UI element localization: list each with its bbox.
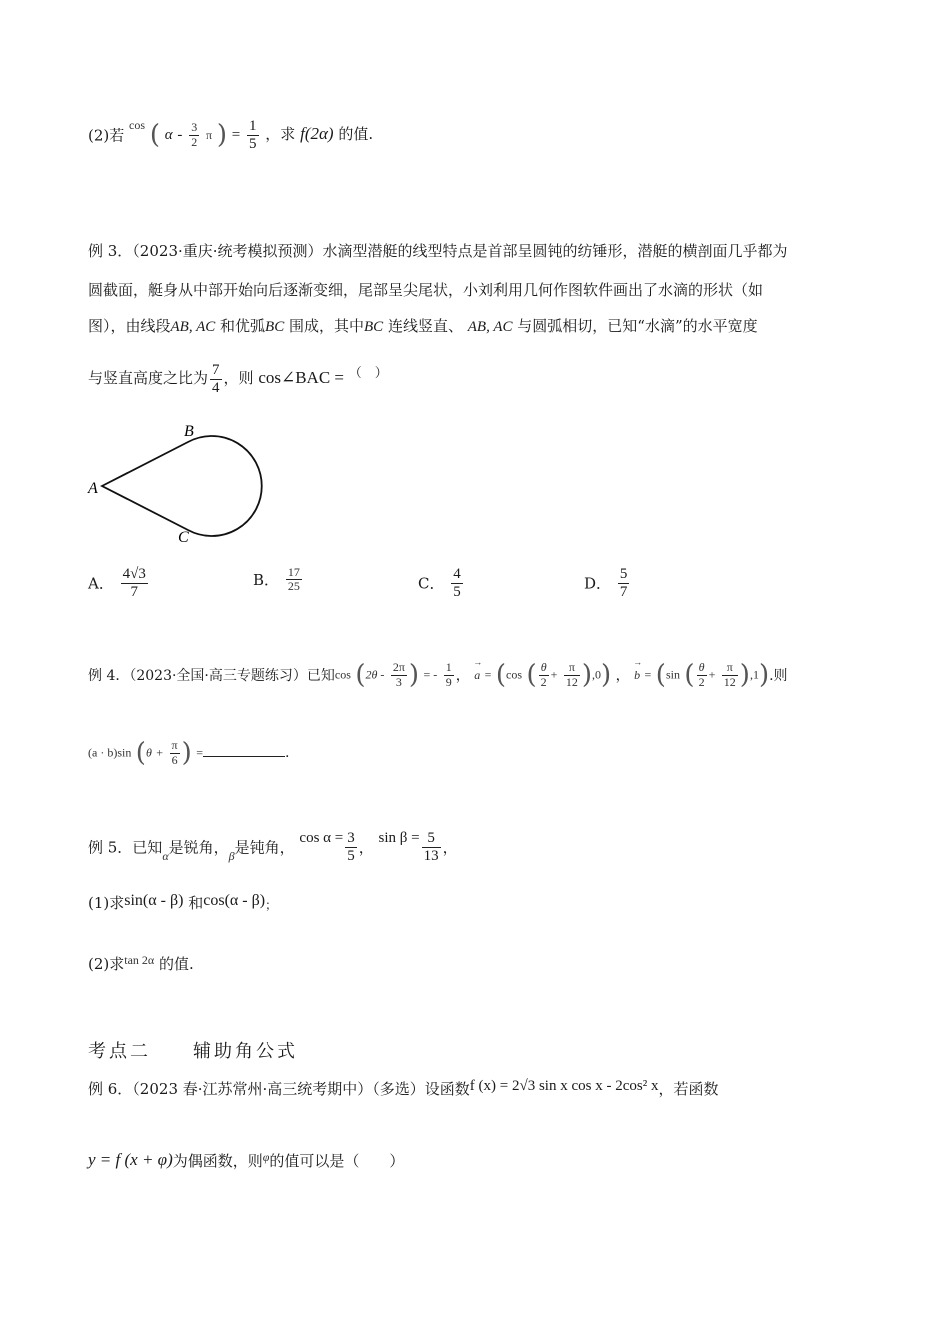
ex5-tan2a: tan 2α [124, 953, 155, 967]
ex5-t2: 是钝角， [234, 838, 295, 857]
choice-a-letter: A． [88, 574, 114, 593]
ex3-ratio-den: 4 [212, 379, 220, 396]
ex3-cos-bac: cos∠BAC = [258, 368, 345, 387]
choice-d-letter: D． [584, 574, 612, 593]
ex6-y-func: y = f (x + φ) [88, 1150, 173, 1169]
ex4-plus3: + [156, 745, 164, 760]
ex3-ratio-num: 7 [212, 362, 220, 378]
ex6-tail: ，若函数 [658, 1080, 719, 1098]
ex4-2theta: 2θ - [365, 667, 385, 682]
ex4-f3-num: π [564, 661, 580, 675]
ex5-line1 [88, 830, 458, 864]
ex4-sin: sin [665, 667, 680, 682]
q2-alpha: α [164, 127, 173, 143]
ex5-q2-a: (2)求 [88, 955, 125, 973]
paren: ) [601, 660, 612, 690]
ex3-line4-b: ，则 [223, 369, 254, 387]
ex4-vec-a: → a [474, 668, 480, 683]
ex4-eq-a: = [484, 667, 492, 682]
ex4-line2-eq: = [196, 745, 203, 760]
paren-right: ) [216, 120, 227, 150]
ex4-half2: 2 [698, 674, 705, 689]
ex5-q1-e: ； [265, 898, 278, 912]
choice-d-num: 5 [619, 566, 628, 582]
ex4-dot-product: (a · b)sin [88, 745, 132, 760]
q2-pi: π [205, 128, 213, 142]
ex5-q1 [88, 892, 277, 913]
ex5-frac-3-5 [345, 830, 357, 864]
choice-a-num: 4√3 [122, 566, 146, 582]
q2-cos: cos [129, 118, 146, 132]
choice-a-den: 7 [130, 583, 138, 600]
ex4-line2 [88, 738, 289, 768]
paren: ) [758, 660, 770, 690]
ex4-theta: θ [539, 661, 549, 675]
paren: ( [684, 660, 695, 690]
ex3-seg-ab-ac: AB, AC [170, 319, 216, 335]
q2-frac1-den: 2 [191, 134, 198, 149]
paren: ) [181, 738, 192, 768]
ex3-line4-d: （ ） [348, 366, 388, 381]
q2-line [88, 118, 373, 152]
ex5-cos-alpha: cos α = [299, 830, 344, 846]
ex5-c-num: 3 [347, 830, 355, 846]
q2-frac2-den: 5 [249, 135, 257, 152]
ex4-plus: + [550, 667, 558, 682]
ex4-vec-b: → b [634, 668, 640, 683]
ex5-sep: ， [358, 838, 374, 857]
ex5-q1-c: 和 [188, 894, 204, 912]
paren: ( [355, 660, 366, 690]
paren: ( [655, 660, 666, 690]
ex5-alpha: α [162, 849, 169, 863]
ex3-line4-a: 与竖直高度之比为 [88, 369, 209, 387]
label-c: C [178, 529, 189, 546]
q2-eq: = [231, 127, 241, 143]
ex5-intro: 例 5．已知 [88, 838, 163, 857]
ex4-f2-num: 1 [445, 660, 452, 675]
q2-arg: (2α) [304, 124, 334, 143]
choice-c[interactable] [418, 566, 465, 600]
ex6-intro: 例 6．（2023 春·江苏常州·高三统考期中）（多选）设函数 [88, 1080, 470, 1098]
ex5-s-den: 13 [423, 847, 439, 864]
ex4-f1-num: 2π [392, 660, 405, 675]
ex3-line3-i: 与圆弧相切，已知“水滴”的水平宽度 [517, 317, 758, 335]
paren: ) [408, 660, 420, 690]
choice-a[interactable] [88, 566, 150, 600]
ex5-sin-beta: sin β = [378, 830, 420, 846]
ex4-frac-pi-12 [564, 661, 580, 688]
ex3-line3-a: 图），由线段 [88, 317, 171, 335]
ex6-func: f (x) = 2√3 sin x cos x - 2cos² x [469, 1078, 659, 1094]
q2-frac1-num: 3 [191, 120, 198, 135]
q2-mid: ，求 [265, 125, 296, 143]
ex6-line2 [88, 1150, 404, 1171]
drop-outline [102, 436, 262, 536]
ex4-cos: cos [334, 667, 351, 682]
choice-c-num: 4 [453, 566, 461, 582]
ex6-line2-b: 为偶函数，则 [172, 1152, 263, 1170]
ex4-f3-den-2: 12 [723, 674, 736, 689]
ex4-b-tail: ,1 [749, 667, 759, 682]
paren: ) [739, 660, 750, 690]
ex4-end: .则 [769, 668, 788, 684]
q2-tail: 的值. [338, 125, 374, 143]
q2-frac-3-2 [189, 121, 199, 148]
q2-minus: - [177, 127, 183, 143]
ex5-sin-diff: sin(α - β) [124, 892, 184, 909]
ex5-end: ， [442, 838, 458, 857]
ex4-frac-1-9 [444, 661, 454, 688]
q2-label: (2)若 [88, 126, 125, 145]
choice-c-den: 5 [453, 583, 461, 600]
water-drop-figure [84, 420, 274, 550]
ex4-theta3: θ [145, 745, 152, 760]
ex5-c-den: 5 [347, 847, 355, 864]
label-a: A [88, 480, 98, 497]
ex3-line2: 圆截面，艇身从中部开始向后逐渐变细，尾部呈尖尾状，小刘利用几何作图软件画出了水滴的形状（如 [88, 281, 764, 299]
ex4-half: 2 [540, 674, 547, 689]
choice-c-frac [451, 566, 463, 600]
paren: ( [526, 660, 537, 690]
ex4-f4-num: π [171, 738, 178, 753]
ex3-ratio [210, 362, 222, 396]
ex5-s-num: 5 [422, 830, 441, 848]
ex3-line1: 例 3．（2023·重庆·统考模拟预测）水滴型潜艇的线型特点是首部呈圆钝的纺锤形，潜艇的横剖面几乎都为 [88, 242, 788, 260]
choice-d-den: 7 [619, 583, 628, 600]
paren: ( [135, 738, 146, 768]
ex4-eq1: = - [423, 667, 438, 682]
ex4-theta-half-2 [697, 661, 707, 688]
ex4-eq-b: = [644, 667, 652, 682]
ex4-comma2: ， [615, 668, 630, 684]
paren: ( [495, 660, 507, 690]
ex5-q2-c: 的值. [158, 955, 194, 973]
ex4-f2-den: 9 [445, 674, 452, 689]
choice-b[interactable] [253, 566, 304, 593]
q2-frac2-num: 1 [249, 118, 257, 134]
ex4-f3-den: 12 [565, 674, 578, 689]
ex4-intro: 例 4．（2023·全国·高三专题练习）已知 [88, 668, 335, 684]
ex4-f1-den: 3 [395, 674, 402, 689]
ex4-a-tail: ,0 [592, 667, 602, 682]
answer-blank[interactable] [203, 742, 285, 757]
choice-c-letter: C． [418, 574, 445, 593]
ex5-q1-a: (1)求 [88, 894, 125, 912]
ex4-frac-2pi-3 [391, 661, 407, 688]
ex5-beta: β [228, 849, 235, 863]
ex4-line1 [88, 660, 788, 690]
ex4-line2-end: . [284, 745, 290, 761]
ex4-f3-num-2: π [722, 661, 738, 675]
paren-left: ( [149, 120, 160, 150]
choice-b-letter: B． [253, 571, 280, 590]
choice-b-den: 25 [287, 579, 300, 594]
section-heading: 考点二 辅助角公式 [88, 1041, 298, 1062]
label-b: B [184, 423, 194, 440]
ex3-line3 [88, 315, 758, 336]
ex6-line2-c: 的值可以是（ ） [269, 1152, 405, 1170]
ex4-plus2: + [708, 667, 716, 682]
choice-b-num: 17 [287, 565, 300, 579]
ex3-line4 [88, 362, 388, 396]
choice-d[interactable] [584, 566, 631, 600]
ex5-frac-5-13 [422, 830, 441, 864]
q2-frac-1-5 [247, 118, 259, 152]
choice-d-frac [618, 566, 630, 600]
ex5-t1: 是锐角， [168, 838, 229, 857]
ex4-theta2: θ [697, 661, 707, 675]
ex4-theta-half [539, 661, 549, 688]
ex3-line3-e: 围成，其中 [289, 317, 365, 335]
choice-a-frac [121, 566, 148, 600]
ex5-cos-diff: cos(α - β) [203, 892, 266, 909]
ex3-line3-c: 和优弧 [220, 317, 266, 335]
ex3-ab-ac-2: AB, AC [467, 319, 513, 335]
q2-f: f [300, 124, 305, 143]
ex6-phi: φ [262, 1150, 270, 1164]
ex4-frac-pi-12-2 [722, 661, 738, 688]
ex3-bc: BC [364, 319, 384, 335]
ex5-q2 [88, 953, 194, 974]
ex3-arc-bc: BC [265, 319, 285, 335]
ex6-line1 [88, 1078, 718, 1099]
choice-b-frac [286, 566, 302, 593]
paren: ) [581, 660, 593, 690]
ex4-cos2: cos [506, 667, 523, 682]
ex4-frac-pi-6 [170, 739, 180, 766]
ex4-comma: ， [455, 668, 470, 684]
ex4-f4-den: 6 [171, 752, 178, 767]
ex3-line3-g: 连线竖直、 [387, 317, 463, 335]
